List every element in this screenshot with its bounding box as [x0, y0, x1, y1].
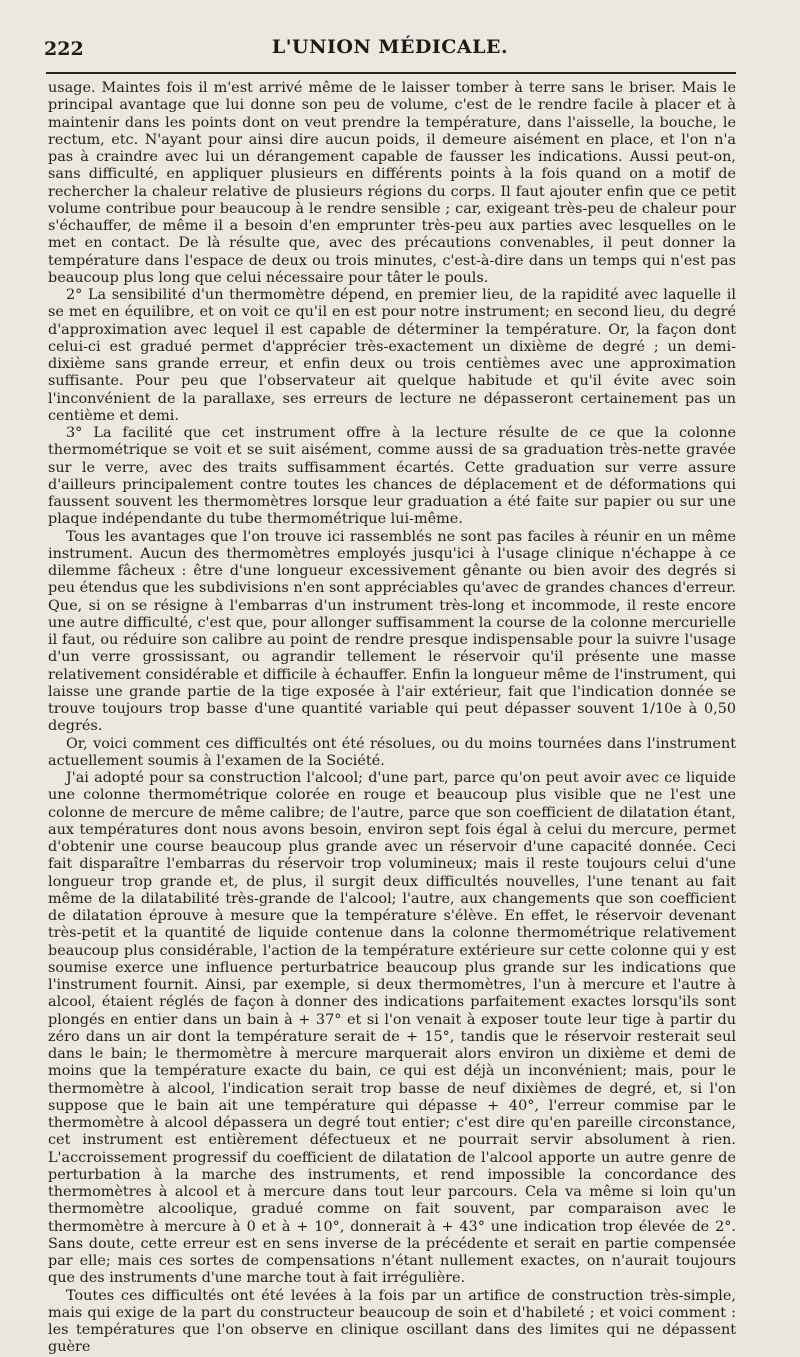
page-number: 222	[44, 38, 84, 60]
running-title: L'UNION MÉDICALE.	[271, 36, 509, 58]
paragraph-4: Tous les avantages que l'on trouve ici rassemblés ne sont pas faciles à réunir en un même instrument. Aucun des thermomètres employés jusqu'ici à l'usage clinique n'échappe à ce dilemme fâcheux : être d'une longueur excessivement gênante ou bien avoir des degrés si peu étendus que les subdivisions n'en sont appréciables qu'avec de grandes chances d'erreur. Que, si on se résigne à l'embarras d'un instrument très-long et incommode, il reste encore une autre difficulté, c'est que, pour allonger suffisamment la course de la colonne mercurielle il faut, ou réduire son calibre au point de rendre presque indispensable pour la suivre l'usage d'un verre grossissant, ou agrandir tellement le réservoir qu'il présente une masse relativement considérable et difficile à échauffer. Enfin la longueur même de l'instrument, qui laisse une grande partie de la tige exposée à l'air extérieur, fait que l'indication donnée se trouve toujours trop basse d'une quantité variable qui peut dépasser souvent 1/10e à 0,50 degrés.	[48, 528, 736, 735]
paragraph-7: Toutes ces difficultés ont été levées à la fois par un artifice de construction très-simple, mais qui exige de la part du constructeur beaucoup de soin et d'habileté ; et voici comment : les températures que l'on observe en clinique oscillant dans des limites qui ne dépassent guère	[48, 1287, 736, 1356]
paragraph-1: usage. Maintes fois il m'est arrivé même de le laisser tomber à terre sans le briser. Mais le principal avantage que lui donne son peu de volume, c'est de le rendre facile à placer et à maintenir dans les points dont on veut prendre la température, dans l'aisselle, la bouche, le rectum, etc. N'ayant pour ainsi dire aucun poids, il demeure aisément en place, et l'on n'a pas à craindre avec lui un dérangement capable de fausser les indications. Aussi peut-on, sans difficulté, en appliquer plusieurs en différents points à la fois quand on a motif de rechercher la chaleur relative de plusieurs régions du corps. Il faut ajouter enfin que ce petit volume contribue pour beaucoup à le rendre sensible ; car, exigeant très-peu de chaleur pour s'échauffer, de même il a besoin d'en emprunter très-peu aux parties avec lesquelles on le met en contact. De là résulte que, avec des précautions convenables, il peut donner la température dans l'espace de deux ou trois minutes, c'est-à-dire dans un temps qui n'est pas beaucoup plus long que celui nécessaire pour tâter le pouls.	[48, 80, 736, 286]
header-rule	[46, 72, 736, 74]
paragraph-3: 3° La facilité que cet instrument offre à la lecture résulte de ce que la colonne thermométrique se voit et se suit aisément, comme aussi de sa graduation très-nette gravée sur le verre, avec des traits suffisamment écartés. Cette graduation sur verre assure d'ailleurs principalement contre toutes les chances de déplacement et de déformations qui faussent souvent les thermomètres lorsque leur graduation a été faite sur papier ou sur une plaque indépendante du tube thermométrique lui-même.	[48, 425, 736, 528]
page-header	[44, 36, 736, 66]
paragraph-2: 2° La sensibilité d'un thermomètre dépend, en premier lieu, de la rapidité avec laquelle il se met en équilibre, et on voit ce qu'il en est pour notre instrument; en second lieu, du degré d'approximation avec lequel il est capable de déterminer la température. Or, la façon dont celui-ci est gradué permet d'apprécier très-exactement un dixième de degré ; un demi-dixième sans grande erreur, et enfin deux ou trois centièmes avec une approximation suffisante. Pour peu que l'observateur ait quelque habitude et qu'il évite avec soin l'inconvénient de la parallaxe, ses erreurs de lecture ne dépasseront certainement pas un centième et demi.	[48, 287, 736, 424]
body-text	[48, 80, 736, 1357]
paragraph-5: Or, voici comment ces difficultés ont été résolues, ou du moins tournées dans l'instrument actuellement soumis à l'examen de la Société.	[48, 735, 736, 769]
paragraph-6: J'ai adopté pour sa construction l'alcool; d'une part, parce qu'on peut avoir avec ce liquide une colonne thermométrique colorée en rouge et beaucoup plus visible que ne l'est une colonne de mercure de même calibre; de l'autre, parce que son coefficient de dilatation étant, aux températures dont nous avons besoin, environ sept fois égal à celui du mercure, permet d'obtenir une course beaucoup plus grande avec un réservoir d'une capacité donnée. Ceci fait disparaître l'embarras du réservoir trop volumineux; mais il reste toujours celui d'une longueur trop grande et, de plus, il surgit deux difficultés nouvelles, l'une tenant au fait même de la dilatabilité très-grande de l'alcool; l'autre, aux changements que son coefficient de dilatation éprouve à mesure que la température s'élève. En effet, le réservoir devenant très-petit et la quantité de liquide contenue dans la colonne thermométrique relativement beaucoup plus considérable, l'action de la température extérieure sur cette colonne qui y est soumise exerce une influence perturbatrice beaucoup plus grande sur les indications que l'instrument fournit. Ainsi, par exemple, si deux thermomètres, l'un à mercure et l'autre à alcool, étaient réglés de façon à donner des indications parfaitement exactes lorsqu'ils sont plongés en entier dans un bain à + 37° et si l'on venait à exposer toute leur tige à partir du zéro dans un air dont la température serait de + 15°, tandis que le réservoir resterait seul dans le bain; le thermomètre à mercure marquerait alors environ un dixième et demi de moins que la température exacte du bain, ce qui est déjà un inconvénient; mais, pour le thermomètre à alcool, l'indication serait trop basse de neuf dixièmes de degré, et, si l'on suppose que le bain ait une température qui dépasse + 40°, l'erreur commise par le thermomètre à alcool dépassera un degré tout entier; c'est dire qu'en pareille circonstance, cet instrument est entièrement défectueux et ne pourrait servir absolument à rien. L'accroissement progressif du coefficient de dilatation de l'alcool apporte un autre genre de perturbation à la marche des instruments, et rend impossible la concordance des thermomètres à alcool et à mercure dans tout leur parcours. Cela va même si loin qu'un thermomètre alcoolique, gradué comme on fait souvent, par comparaison avec le thermomètre à mercure à 0 et à + 10°, donnerait à + 43° une indication trop élevée de 2°. Sans doute, cette erreur est en sens inverse de la précédente et serait en partie compensée par elle; mais ces sortes de compensations n'étant nullement exactes, on n'aurait toujours que des instruments d'une marche tout à fait irrégulière.	[48, 770, 736, 1287]
